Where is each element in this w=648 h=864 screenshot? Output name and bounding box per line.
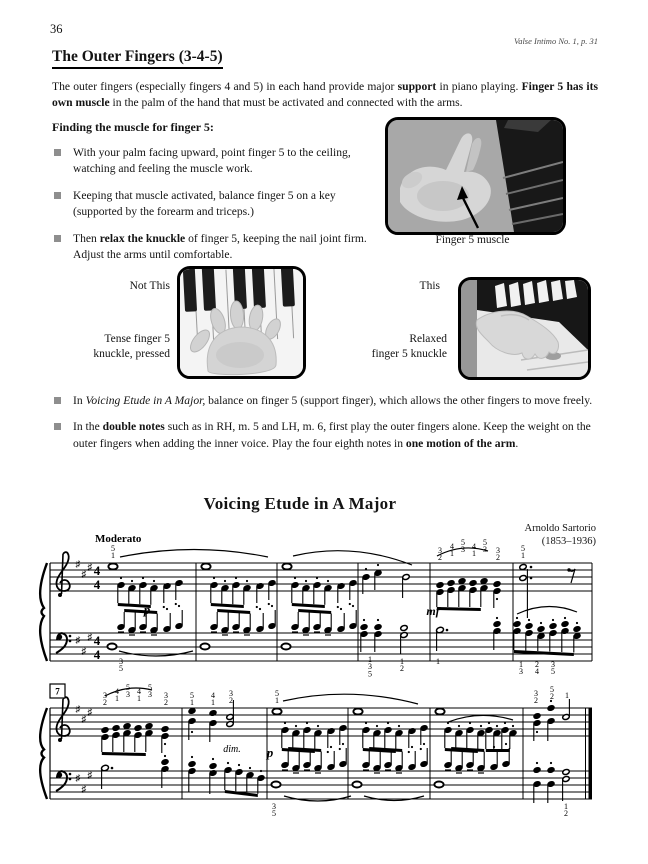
fingering-number: 3 <box>229 689 233 698</box>
dynamic-marking: p <box>143 602 151 617</box>
bullet-text: Then relax the knuckle of finger 5, keeping the nail joint firm. Adjust the arms until comfortable. <box>73 231 367 262</box>
fingering-number: 1 <box>521 551 525 561</box>
fingering-number: 5 <box>551 667 555 677</box>
caption-line: Tense finger 5 <box>104 333 170 345</box>
fingering-number: 1 <box>275 696 279 706</box>
bullet-square-icon <box>54 235 61 242</box>
time-signature: 4 <box>93 577 101 592</box>
fingering-number: 4 <box>115 687 119 696</box>
tempo-marking: Moderato <box>95 533 142 545</box>
tense-hand-illustration <box>180 269 303 376</box>
time-signature: 4 <box>93 633 101 648</box>
fingering-number: 5 <box>119 664 123 674</box>
bullet-item <box>52 231 368 264</box>
fingering-number: 1 <box>115 694 119 704</box>
fingering-number: 2 <box>535 660 539 669</box>
fingering-number: 4 <box>472 542 476 551</box>
fingering-number: 4 <box>450 542 454 551</box>
fingering-number: 5 <box>190 691 194 700</box>
bullet-item <box>52 145 368 178</box>
fingering-number: 5 <box>126 683 130 692</box>
fingering-number: 2 <box>103 698 107 708</box>
time-signature: 4 <box>93 563 101 578</box>
sharp-sign: ♯ <box>75 705 81 715</box>
fingering-number: 2 <box>550 692 554 702</box>
fingering-number: 2 <box>438 553 442 563</box>
fingering-number: 1 <box>368 655 372 664</box>
fingering-number: 3 <box>438 546 442 555</box>
fingering-number: 5 <box>148 683 152 692</box>
fingering-number: 1 <box>450 549 454 559</box>
sharp-sign: ♯ <box>81 785 87 795</box>
fingering-number: 2 <box>564 809 568 819</box>
fingering-number: 1 <box>519 660 523 669</box>
fingering-number: 5 <box>550 685 554 694</box>
dynamic-marking: dim. <box>223 744 241 755</box>
bullet-text: In Voicing Etude in A Major, balance on finger 5 (support finger), which allows the other fingers to move freely. <box>73 394 593 407</box>
fingering-number: 3 <box>551 660 555 669</box>
fingering-number: 3 <box>119 657 123 666</box>
fingering-number: 5 <box>521 544 525 553</box>
fingering-number: 3 <box>534 689 538 698</box>
fingering-number: 2 <box>229 696 233 706</box>
fingering-number: 1 <box>111 551 115 561</box>
bullet-text: In the double notes such as in RH, m. 5 and LH, m. 6, first play the outer fingers alone. Keep the weight on the outer fingers when adding the inner voice. Play the four eighth notes in one motion of the arm. <box>73 420 591 450</box>
intro-paragraph: The outer fingers (especially fingers 4 and 5) in each hand provide major support in piano playing. Finger 5 has its own muscle in the palm of the hand that must be activated and connected with the arms. <box>52 80 598 110</box>
sharp-sign: ♯ <box>81 647 87 657</box>
bullet-item <box>52 419 600 452</box>
header-reference: Valse Intimo No. 1, p. 31 <box>513 36 598 46</box>
bullet-item <box>52 188 368 221</box>
fingering-number: 2 <box>534 696 538 706</box>
caption-line: knuckle, pressed <box>93 347 170 360</box>
finding-heading: Finding the muscle for finger 5: <box>52 120 214 134</box>
page-title: The Outer Fingers (3-4-5) <box>52 48 223 69</box>
fingering-number: 5 <box>275 689 279 698</box>
this-label: This <box>419 280 440 292</box>
not-this-caption <box>40 332 170 362</box>
sharp-sign: ♯ <box>87 633 93 643</box>
fingering-number: 4 <box>211 691 215 700</box>
fingering-number: 2 <box>400 664 404 674</box>
dynamic-marking: p <box>266 745 274 760</box>
caption-line: Relaxed <box>409 333 447 345</box>
fingering-number: 3 <box>483 545 487 555</box>
fingering-number: 4 <box>535 667 539 677</box>
finding-bullets <box>52 145 368 264</box>
fingering-number: 1 <box>565 691 569 700</box>
this-photo <box>458 277 591 380</box>
fingering-number: 5 <box>111 544 115 553</box>
sharp-sign: ♯ <box>75 560 81 570</box>
composer-name: Arnoldo Sartorio <box>524 523 596 534</box>
fingering-number: 1 <box>137 694 141 704</box>
page-number: 36 <box>50 22 63 36</box>
finger-5-muscle-illustration <box>388 120 563 232</box>
fingering-number: 5 <box>272 809 276 819</box>
muscle-caption: Finger 5 muscle <box>435 234 510 246</box>
fingering-number: 3 <box>519 667 523 677</box>
fingering-number: 1 <box>436 657 440 666</box>
bullet-text: With your palm facing upward, point finger 5 to the ceiling, watching and feeling the muscle work. <box>73 146 351 176</box>
fingering-number: 3 <box>103 691 107 700</box>
sharp-sign: ♯ <box>81 570 87 580</box>
fingering-number: 5 <box>483 538 487 547</box>
composer-dates: (1853–1936) <box>541 536 596 548</box>
fingering-number: 3 <box>496 546 500 555</box>
sheet-music <box>0 530 648 864</box>
fingering-number: 3 <box>461 545 465 555</box>
this-caption <box>320 332 447 362</box>
finger-5-muscle-photo <box>385 117 566 235</box>
etude-notes-bullets <box>52 393 600 452</box>
fingering-number: 1 <box>400 657 404 666</box>
bullet-text: Keeping that muscle activated, balance finger 5 on a key (supported by the forearm and triceps.) <box>73 188 336 219</box>
bullet-item <box>52 393 600 409</box>
fingering-number: 5 <box>368 669 372 679</box>
caption-line: finger 5 knuckle <box>371 347 447 360</box>
sharp-sign: ♯ <box>81 715 87 725</box>
fingering-number: 2 <box>164 698 168 708</box>
dynamic-marking: mf <box>426 604 440 618</box>
bullet-square-icon <box>54 423 61 430</box>
not-this-label: Not This <box>129 280 170 292</box>
fingering-number: 3 <box>126 690 130 700</box>
bullet-square-icon <box>54 397 61 404</box>
fingering-number: 4 <box>137 687 141 696</box>
sharp-sign: ♯ <box>87 771 93 781</box>
measure-number: 7 <box>55 686 60 697</box>
fingering-number: 3 <box>148 690 152 700</box>
sharp-sign: ♯ <box>75 636 81 646</box>
bullet-square-icon <box>54 149 61 156</box>
not-this-photo <box>177 266 306 379</box>
fingering-number: 1 <box>190 698 194 708</box>
fingering-number: 5 <box>461 538 465 547</box>
bullet-square-icon <box>54 192 61 199</box>
fingering-number: 1 <box>472 549 476 559</box>
sharp-sign: ♯ <box>87 708 93 718</box>
relaxed-hand-illustration <box>461 280 588 377</box>
score-title: Voicing Etude in A Major <box>203 494 397 513</box>
fingering-number: 1 <box>211 698 215 708</box>
sharp-sign: ♯ <box>75 774 81 784</box>
fingering-number: 2 <box>496 553 500 563</box>
fingering-number: 3 <box>164 691 168 700</box>
sharp-sign: ♯ <box>87 563 93 573</box>
fingering-number: 3 <box>368 662 372 672</box>
fingering-number: 1 <box>564 802 568 811</box>
fingering-number: 3 <box>272 802 276 811</box>
time-signature: 4 <box>93 647 101 662</box>
